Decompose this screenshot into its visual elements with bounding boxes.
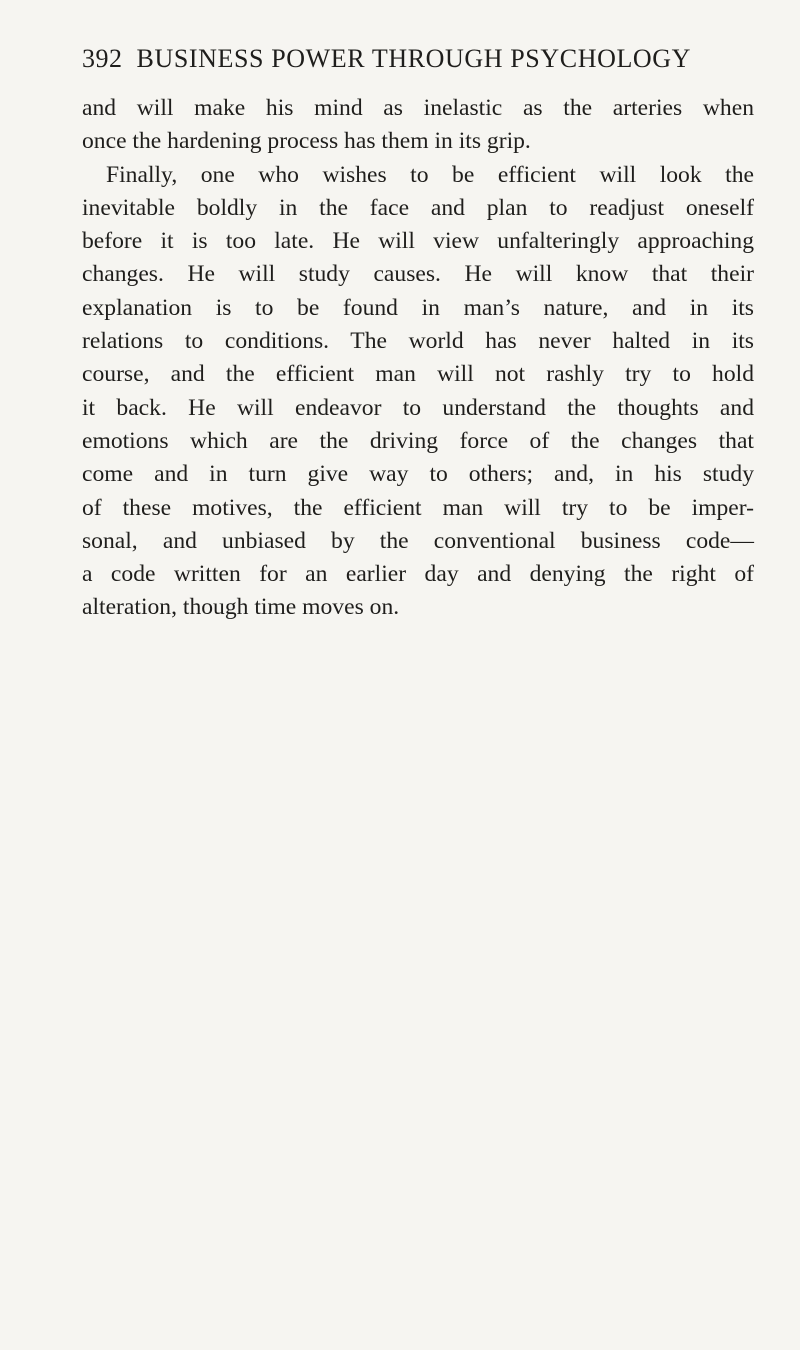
text-line: relations to conditions. The world has never halted in its [82,328,754,355]
text-line: changes. He will study causes. He will know that their [82,261,754,288]
running-title: BUSINESS POWER THROUGH PSYCHOLOGY [136,44,692,73]
text-line: of these motives, the efficient man will try to be imper- [82,494,754,521]
text-line: course, and the efficient man will not rashly try to hold [82,361,754,388]
paragraph-1 [82,92,754,159]
body-text [82,92,754,625]
text-line: inevitable boldly in the face and plan to readjust oneself [82,194,754,221]
text-line: explanation is to be found in man’s nature, and in its [82,294,754,321]
text-line: Finally, one who wishes to be efficient will look the [106,161,754,188]
text-line: sonal, and unbiased by the conventional business code— [82,527,754,554]
paragraph-2 [82,159,754,625]
book-page [82,44,754,625]
text-line: and will make his mind as inelastic as the arteries when [82,95,754,121]
running-head [82,44,754,84]
text-line: before it is too late. He will view unfalteringly approaching [82,228,754,255]
text-line: a code written for an earlier day and denying the right of [82,561,754,588]
text-line: alteration, though time moves on. [82,594,400,621]
text-line: once the hardening process has them in its grip. [82,128,531,155]
text-line: come and in turn give way to others; and, in his study [82,461,754,488]
page-number: 392 [82,44,123,73]
text-line: emotions which are the driving force of the changes that [82,427,754,454]
text-line: it back. He will endeavor to understand the thoughts and [82,394,754,421]
